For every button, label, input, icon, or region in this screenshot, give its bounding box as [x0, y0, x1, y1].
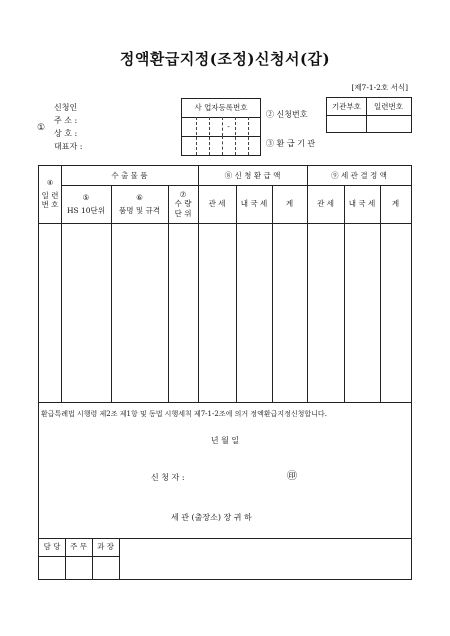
addressee: 세 관 (출장소) 장 귀 하: [171, 513, 252, 522]
item-name-num: ⑥: [136, 193, 143, 203]
applicant-address-label: 주 소 :: [54, 116, 78, 125]
serial-number-label: 일련번호: [374, 101, 403, 111]
col-line-number-num: ④: [46, 179, 54, 188]
seal-mark: ㊞: [287, 471, 297, 482]
institution-code-box: [326, 97, 412, 133]
refund-request-header: [198, 166, 307, 185]
refund-total-header: 계: [285, 199, 294, 209]
quantity-unit-header: [168, 185, 198, 223]
refund-internal-tax-header: 내 국 세: [240, 199, 268, 209]
form-title: 정액환급지정(조정)신청서(갑): [119, 50, 331, 68]
business-registration-dash: -: [227, 122, 230, 132]
quantity-unit-label: 수 량 단 위: [174, 199, 192, 218]
decision-customs-duty-header: 관 세: [317, 199, 334, 209]
institution-code-label: 기관부호: [332, 101, 361, 111]
refund-request-label: ⑧ 신 청 환 급 액: [224, 170, 281, 180]
item-name-header: [111, 185, 168, 223]
approval-manager-label: 주 무: [70, 542, 87, 552]
application-date: 년 월 일: [210, 436, 240, 445]
hs-code-label: HS 10단위: [66, 205, 106, 215]
applicant-label: 신청인: [54, 103, 78, 112]
refund-customs-duty-header: 관 세: [208, 199, 226, 209]
applicant-company-label: 상 호 :: [54, 129, 78, 138]
refund-agency-label: ③ 환 급 기 관: [266, 139, 316, 148]
col-line-number-label: 일 련 번 호: [41, 191, 59, 210]
business-registration-header: 사 업자등록번호: [194, 103, 248, 113]
application-number-label: ② 신청번호: [266, 110, 308, 119]
hs-code-header: [61, 185, 111, 223]
form-number: [제7-1-2호 서식]: [351, 83, 408, 92]
approval-chief-label: 과 장: [97, 542, 114, 552]
applicant-number: ①: [37, 123, 46, 133]
item-name-label: 품명 및 규격: [119, 205, 160, 215]
export-goods-header: 수 출 물 품: [111, 170, 148, 180]
decision-internal-tax-header: 내 국 세: [348, 199, 376, 209]
decision-total-header: 계: [391, 199, 400, 209]
approval-staff-label: 담 당: [43, 542, 61, 552]
applicant-rep-label: 대표자 :: [54, 142, 83, 151]
col-line-number: [39, 166, 61, 223]
hs-code-num: ⑤: [82, 193, 90, 203]
business-registration-box: [181, 98, 261, 156]
applicant-signature-label: 신 청 자 :: [151, 473, 185, 482]
application-statement: 환급특례법 시행령 제2조 제1항 및 동법 시행세칙 제7-1-2조에 의거 정액환급지정신청합니다.: [41, 410, 327, 418]
customs-decision-header: ⑨ 세 관 결 정 액: [331, 170, 387, 180]
main-table: [38, 165, 412, 580]
quantity-unit-num: ⑦: [179, 189, 187, 199]
